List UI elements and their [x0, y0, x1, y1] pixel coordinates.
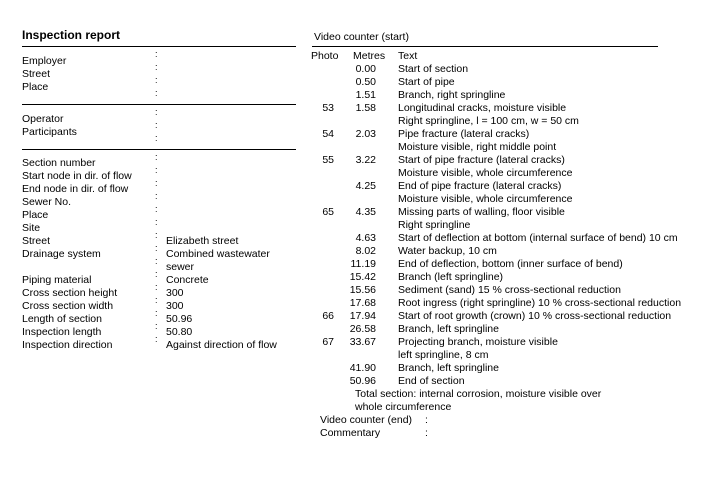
field-label: Site	[22, 222, 41, 234]
observation-text: Start of section	[398, 63, 469, 75]
field-value: Concrete	[166, 274, 209, 286]
field-label: Cross section height	[22, 287, 118, 299]
observation-text: Right springline, l = 100 cm, w = 50 cm	[398, 115, 579, 127]
field-label: Length of section	[22, 313, 102, 325]
colon: :	[425, 427, 428, 439]
metres-value: 15.56	[349, 284, 376, 296]
metres-value: 4.35	[355, 206, 376, 218]
field-label: Start node in dir. of flow	[22, 170, 132, 182]
observation-text: Start of pipe	[398, 76, 455, 88]
metres-value: 15.42	[349, 271, 376, 283]
field-label: Inspection direction	[22, 339, 113, 351]
field-label: Drainage system	[22, 248, 101, 260]
observation-text: Root ingress (right springline) 10 % cross-sectional reduction	[398, 297, 682, 309]
observation-text: Start of pipe fracture (lateral cracks)	[398, 154, 565, 166]
observation-text: End of pipe fracture (lateral cracks)	[398, 180, 562, 192]
metres-value: 50.96	[349, 375, 376, 387]
photo-number: 66	[322, 310, 334, 322]
metres-value: 4.63	[355, 232, 376, 244]
observation-text: Water backup, 10 cm	[398, 245, 497, 257]
total-section-note: Total section: internal corrosion, moisture visible over	[355, 388, 602, 400]
photo-number: 55	[322, 154, 334, 166]
observation-text: End of deflection, bottom (inner surface of bend)	[398, 258, 623, 270]
metres-value: 8.02	[355, 245, 376, 257]
divider	[22, 46, 296, 47]
metres-value: 26.58	[349, 323, 376, 335]
field-value: sewer	[166, 261, 195, 273]
observation-text: Start of deflection at bottom (internal surface of bend) 10 cm	[398, 232, 678, 244]
field-label: End node in dir. of flow	[22, 183, 129, 195]
video-counter-start-label: Video counter (start)	[314, 31, 409, 43]
field-label: Section number	[22, 157, 96, 169]
field-label: Participants	[22, 126, 77, 138]
observation-text: Branch (left springline)	[398, 271, 504, 283]
photo-number: 53	[322, 102, 334, 114]
field-label: Inspection length	[22, 326, 102, 338]
observation-text: Start of root growth (crown) 10 % cross-sectional reduction	[398, 310, 672, 322]
field-label: Operator	[22, 113, 64, 125]
observation-text: Right springline	[398, 219, 471, 231]
observation-text: End of section	[398, 375, 465, 387]
observation-text: Pipe fracture (lateral cracks)	[398, 128, 530, 140]
observation-text: Branch, right springline	[398, 89, 506, 101]
divider	[312, 46, 658, 47]
colon-column: : : : : : : : : : : : : : : :	[155, 152, 158, 344]
field-value: 50.80	[166, 326, 193, 338]
field-value: Elizabeth street	[166, 235, 239, 247]
field-value: 300	[166, 300, 184, 312]
photo-number: 54	[322, 128, 334, 140]
photo-header: Photo	[311, 50, 339, 62]
field-label: Piping material	[22, 274, 92, 286]
metres-value: 1.58	[355, 102, 376, 114]
field-label: Place	[22, 209, 49, 221]
metres-value: 1.51	[355, 89, 376, 101]
metres-value: 11.19	[350, 258, 376, 270]
metres-value: 17.68	[349, 297, 376, 309]
field-label: Street	[22, 235, 51, 247]
observation-text: Branch, left springline	[398, 362, 499, 374]
metres-header: Metres	[353, 50, 386, 62]
observation-text: Sediment (sand) 15 % cross-sectional reduction	[398, 284, 621, 296]
observation-text: Moisture visible, whole circumference	[398, 193, 573, 205]
commentary-label: Commentary	[320, 427, 381, 439]
divider	[22, 149, 296, 150]
colon-column: : : :	[155, 107, 158, 143]
field-label: Cross section width	[22, 300, 114, 312]
observation-text: Projecting branch, moisture visible	[398, 336, 558, 348]
field-value: Combined wastewater	[166, 248, 270, 260]
video-counter-end-label: Video counter (end)	[320, 414, 413, 426]
text-header: Text	[398, 50, 418, 62]
field-value: 50.96	[166, 313, 193, 325]
metres-value: 0.50	[355, 76, 376, 88]
field-label: Street	[22, 68, 51, 80]
observation-text: left springline, 8 cm	[398, 349, 489, 361]
metres-value: 4.25	[355, 180, 376, 192]
field-value: Against direction of flow	[166, 339, 277, 351]
observation-text: Missing parts of walling, floor visible	[398, 206, 565, 218]
metres-value: 3.22	[355, 154, 376, 166]
observation-text: Moisture visible, right middle point	[398, 141, 557, 153]
divider	[22, 104, 296, 105]
photo-number: 65	[322, 206, 334, 218]
metres-value: 41.90	[349, 362, 376, 374]
metres-value: 17.94	[349, 310, 376, 322]
observation-text: Branch, left springline	[398, 323, 499, 335]
field-label: Sewer No.	[22, 196, 72, 208]
field-label: Place	[22, 81, 49, 93]
metres-value: 33.67	[349, 336, 376, 348]
field-label: Employer	[22, 55, 67, 67]
total-section-note-cont: whole circumference	[355, 401, 452, 413]
colon: :	[425, 414, 428, 426]
photo-number: 67	[322, 336, 334, 348]
field-value: 300	[166, 287, 184, 299]
metres-value: 2.03	[355, 128, 376, 140]
report-title: Inspection report	[22, 28, 121, 42]
observation-text: Moisture visible, whole circumference	[398, 167, 573, 179]
colon-column: : : : :	[155, 49, 158, 98]
observation-text: Longitudinal cracks, moisture visible	[398, 102, 567, 114]
metres-value: 0.00	[355, 63, 376, 75]
